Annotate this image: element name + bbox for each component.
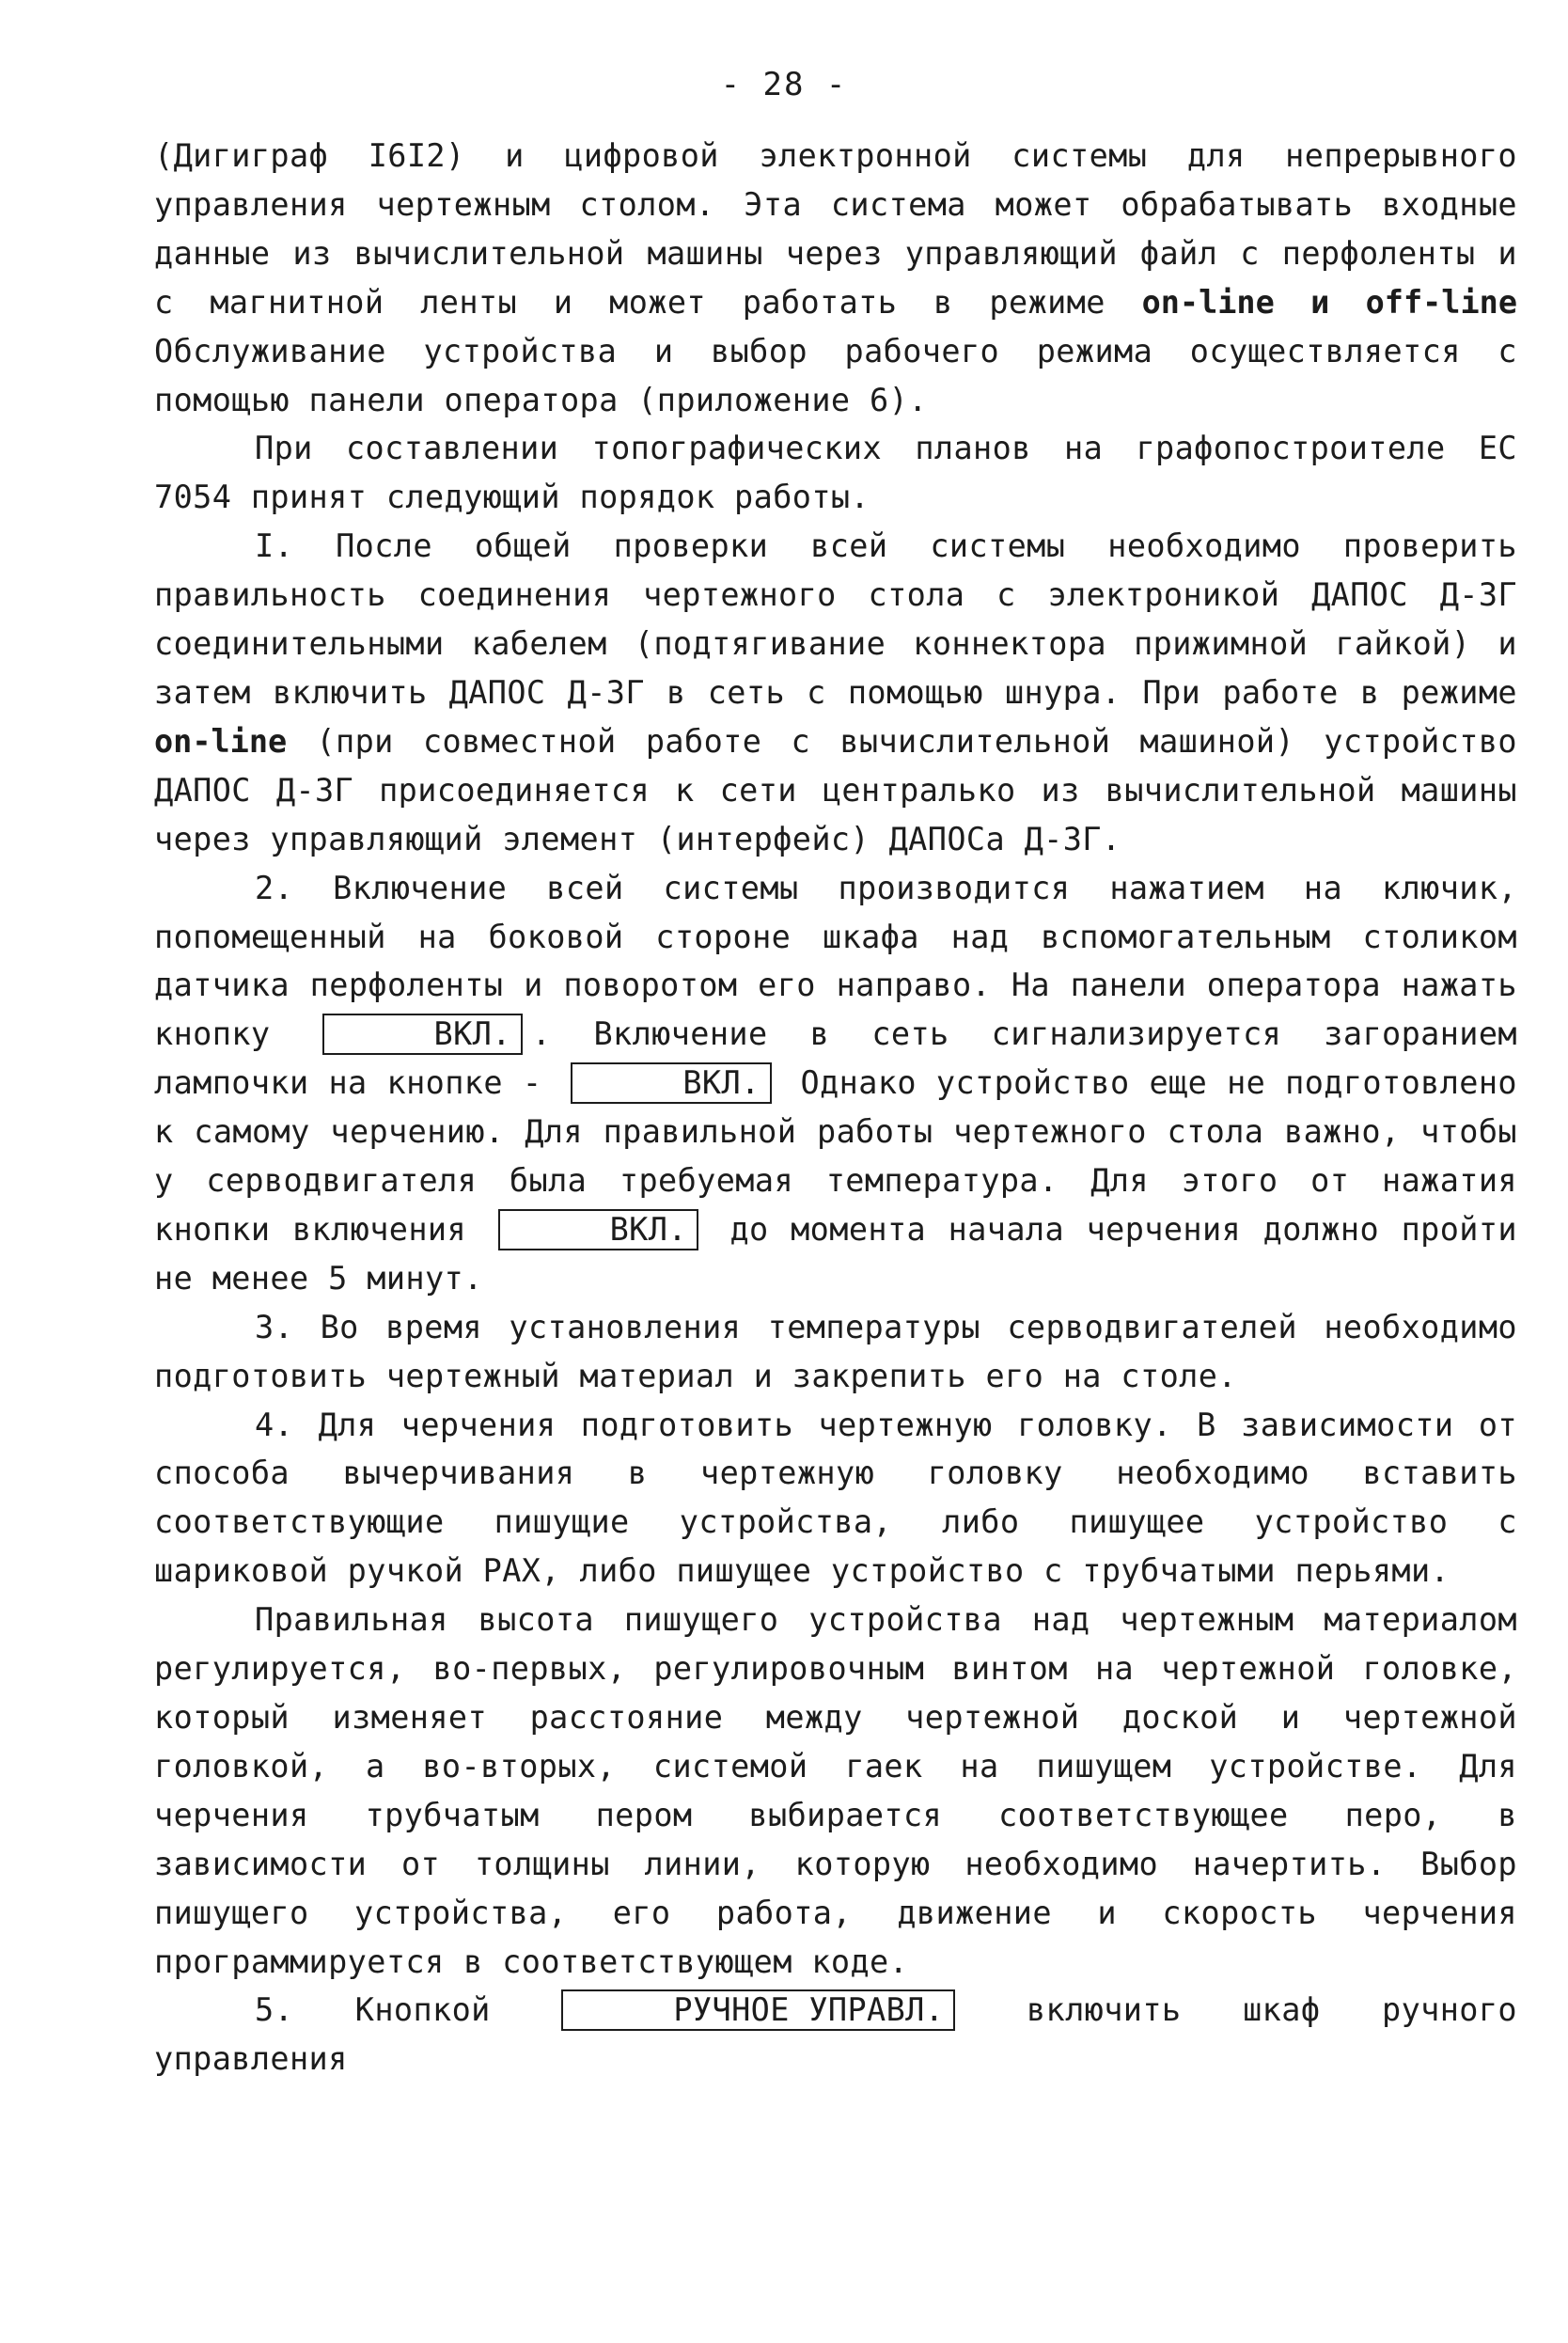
paragraph-text: 5. Кнопкой bbox=[255, 1991, 491, 2029]
paragraph-step-4: 4. Для черчения подготовить чертежную головку. В зависимости от способа вычерчивания в чертежную головку необходимо вставить соответствующие пишущие устройства, либо пишущее устройство с шариковой ручкой РАХ, либо пишущее устройство с трубчатыми перьями. bbox=[154, 1406, 1517, 1590]
paragraph-text: . Включение в сеть сигнализируется загоранием лампочки на кнопке - bbox=[154, 1015, 1517, 1102]
mode-term: on-line и off-line bbox=[1141, 283, 1517, 321]
key-label-manual-control: РУЧНОЕ УПРАВЛ. bbox=[561, 1989, 955, 2031]
paragraph-step-2 bbox=[154, 864, 1517, 1303]
key-label-on: ВКЛ. bbox=[498, 1209, 698, 1250]
paragraph-text: до момента начала черчения должно пройти не менее 5 минут. bbox=[154, 1210, 1517, 1297]
page-number: - 28 - bbox=[720, 66, 848, 103]
key-label-on: ВКЛ. bbox=[571, 1062, 771, 1104]
key-label-on: ВКЛ. bbox=[322, 1014, 523, 1055]
paragraph-text: Однако устройство еще не подготовлено к самому черчению. Для правильной работы чертежного стола важно, чтобы у серводвигателя была требуемая температура. Для этого от нажатия кнопки включения bbox=[154, 1064, 1517, 1248]
paragraph-text: Обслуживание устройства и выбор рабочего режима осуществляется с помощью панели оператора (приложение 6). bbox=[154, 332, 1517, 418]
paragraph-text: включить шкаф ручного управления bbox=[154, 1991, 1517, 2078]
body-text bbox=[154, 132, 1517, 2084]
paragraph-pen-height: Правильная высота пишущего устройства над чертежным материалом регулируется, во-первых, регулировочным винтом на чертежной головке, который изменяет расстояние между чертежной доской и чертежной головкой, а во-вторых, системой гаек на пишущем устройстве. Для черчения трубчатым пером выбирается соответствующее перо, в зависимости от толщины линии, которую необходимо начертить. Выбор пишущего устройства, его работа, движение и скорость черчения программируется в соответствующем коде. bbox=[154, 1601, 1517, 1980]
paragraph-text: (при совместной работе с вычислительной машиной) устройство ДАПОС Д-3Г присоединяется к сети централько из вычислительной машины через управляющий элемент (интерфейс) ДАПОСа Д-3Г. bbox=[154, 722, 1517, 857]
paragraph-step-5 bbox=[154, 1986, 1517, 2084]
paragraph-intro bbox=[154, 132, 1517, 424]
paragraph-text: (Дигиграф I6I2) и цифровой электронной системы для непрерывного управления чертежным столом. Эта система может обрабатывать входные данные из вычислительной машины через управляющий файл с перфоленты и с магнитной ленты и может работать в режиме bbox=[154, 137, 1517, 321]
paragraph-text: 2. Включение всей системы производится нажатием на ключик, попомещенный на боковой стороне шкафа над вспомогательным столиком датчика перфоленты и поворотом его направо. На панели оператора нажать кнопку bbox=[154, 869, 1517, 1053]
paragraph-text: I. После общей проверки всей системы необходимо проверить правильность соединения чертежного стола с электроникой ДАПОС Д-3Г соединительными кабелем (подтягивание коннектора прижимной гайкой) и затем включить ДАПОС Д-3Г в сеть с помощью шнура. При работе в режиме bbox=[154, 527, 1517, 711]
paragraph-procedure-intro: При составлении топографических планов на графопостроителе ЕС 7054 принят следующий порядок работы. bbox=[154, 430, 1517, 516]
paragraph-step-3: 3. Во время установления температуры серводвигателей необходимо подготовить чертежный материал и закрепить его на столе. bbox=[154, 1308, 1517, 1394]
mode-term: on-line bbox=[154, 722, 288, 760]
paragraph-step-1 bbox=[154, 522, 1517, 863]
